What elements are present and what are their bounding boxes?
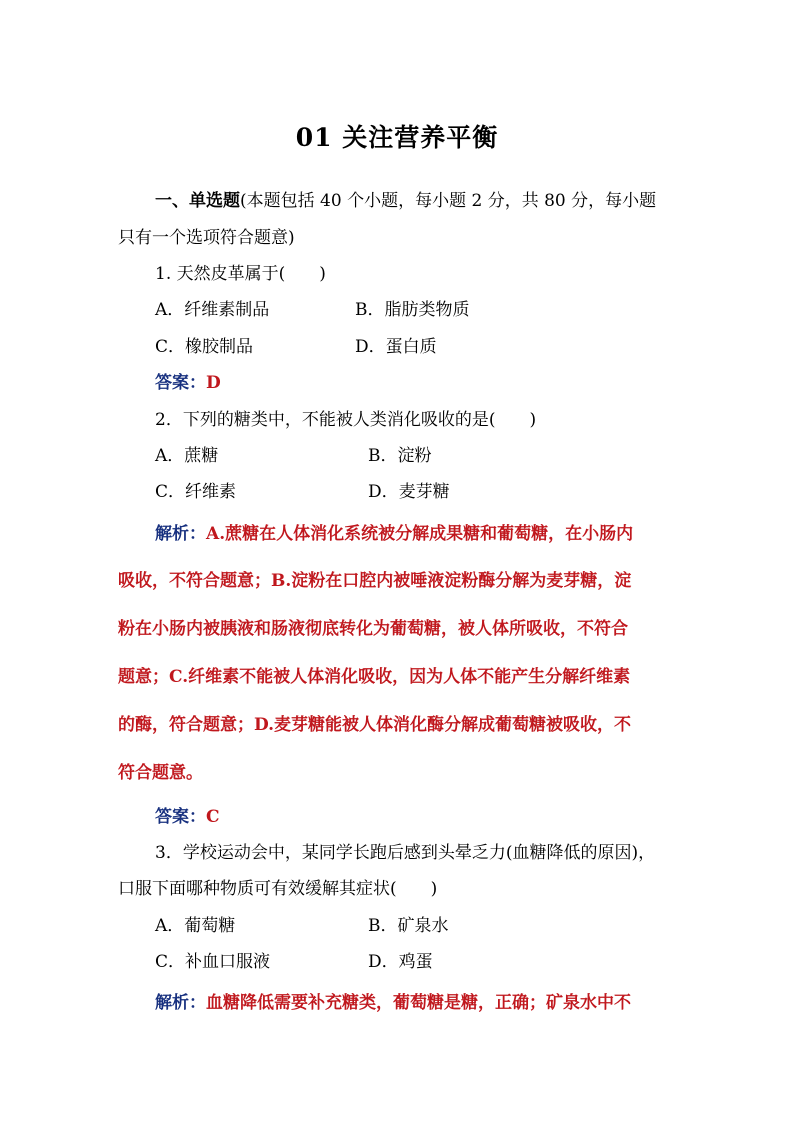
q2-analysis-line-4: 题意；C.纤维素不能被人体消化吸收，因为人体不能产生分解纤维素	[118, 667, 631, 687]
section-intro	[155, 190, 656, 212]
q2-analysis-line-2: 吸收，不符合题意；B.淀粉在口腔内被唾液淀粉酶分解为麦芽糖，淀	[118, 571, 632, 591]
q2-analysis-line-3: 粉在小肠内被胰液和肠液彻底转化为葡萄糖，被人体所吸收，不符合	[118, 619, 628, 639]
q1-answer: D	[206, 373, 221, 393]
q2-analysis-text-1: A.蔗糖在人体消化系统被分解成果糖和葡萄糖，在小肠内	[206, 524, 634, 544]
q1-answer-line	[155, 372, 221, 394]
q2-answer: C	[206, 807, 220, 827]
q3-option-c: C．补血口服液	[155, 952, 271, 972]
q1-option-c: C．橡胶制品	[155, 337, 254, 357]
q3-stem-line-1: 3．学校运动会中，某同学长跑后感到头晕乏力(血糖降低的原因)，	[155, 843, 656, 863]
q2-answer-line	[155, 806, 220, 828]
q3-option-a: A．葡萄糖	[155, 916, 236, 936]
section-heading: 一、单选题	[155, 191, 240, 211]
q2-stem: 2．下列的糖类中，不能被人类消化吸收的是( )	[155, 410, 537, 430]
q2-option-d: D．麦芽糖	[368, 482, 450, 502]
page-title: 01 关注营养平衡	[295, 123, 499, 152]
q1-option-d: D．蛋白质	[355, 337, 437, 357]
q3-analysis-text-1: 血糖降低需要补充糖类，葡萄糖是糖，正确；矿泉水中不	[206, 993, 631, 1013]
q2-option-a: A．蔗糖	[155, 446, 219, 466]
q2-analysis-line-6: 符合题意。	[118, 763, 203, 783]
q3-analysis-label: 解析：	[155, 993, 206, 1013]
q3-stem-line-2: 口服下面哪种物质可有效缓解其症状( )	[118, 879, 438, 899]
q2-analysis-label: 解析：	[155, 524, 206, 544]
q2-analysis-line-5: 的酶，符合题意；D.麦芽糖能被人体消化酶分解成葡萄糖被吸收，不	[118, 715, 632, 735]
q1-answer-label: 答案：	[155, 373, 206, 393]
section-desc-line2: 只有一个选项符合题意)	[118, 228, 295, 248]
q3-analysis-line-1	[155, 992, 631, 1014]
q2-analysis-line-1	[155, 523, 633, 545]
section-desc: (本题包括 40 个小题，每小题 2 分，共 80 分，每小题	[240, 191, 657, 211]
q2-option-b: B．淀粉	[368, 446, 432, 466]
q1-option-a: A．纤维素制品	[155, 300, 270, 320]
q2-option-c: C．纤维素	[155, 482, 237, 502]
q1-option-b: B．脂肪类物质	[355, 300, 470, 320]
q1-stem: 1. 天然皮革属于( )	[155, 264, 326, 284]
q3-option-b: B．矿泉水	[368, 916, 449, 936]
q3-option-d: D．鸡蛋	[368, 952, 433, 972]
q2-answer-label: 答案：	[155, 807, 206, 827]
